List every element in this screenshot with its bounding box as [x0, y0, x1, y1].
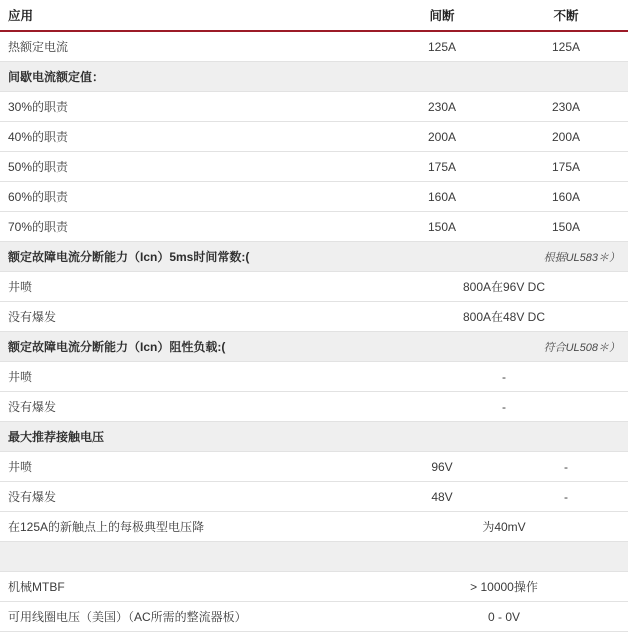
row-label: 40%的职责	[0, 122, 380, 152]
table-row	[0, 182, 628, 212]
row-label: 热额定电流	[0, 31, 380, 62]
row-value-b: -	[504, 482, 628, 512]
table-row	[0, 482, 628, 512]
row-value-a: 230A	[380, 92, 504, 122]
row-value-b: 160A	[504, 182, 628, 212]
header-col-b: 不断	[504, 0, 628, 31]
row-label: 50%的职责	[0, 152, 380, 182]
row-value-combined: 为40mV	[380, 512, 628, 542]
row-value-combined: -	[380, 362, 628, 392]
table-row	[0, 572, 628, 602]
header-application: 应用	[0, 0, 380, 31]
row-value-combined: -	[380, 392, 628, 422]
table-section-row	[0, 242, 628, 272]
row-label: 机械MTBF	[0, 572, 380, 602]
table-row	[0, 31, 628, 62]
table-row	[0, 512, 628, 542]
table-row	[0, 302, 628, 332]
row-value-combined: > 10000操作	[380, 572, 628, 602]
row-value-combined: 0 - 0V	[380, 602, 628, 632]
row-value-b: 230A	[504, 92, 628, 122]
section-standard-note: 符合UL508＊）	[380, 332, 628, 362]
table-row	[0, 122, 628, 152]
section-label: 额定故障电流分断能力（Icn）5ms时间常数:(	[0, 242, 380, 272]
table-row	[0, 362, 628, 392]
table-spacer-row	[0, 542, 628, 572]
row-label: 没有爆发	[0, 482, 380, 512]
row-value-a: 125A	[380, 31, 504, 62]
row-value-b: 200A	[504, 122, 628, 152]
row-value-a: 96V	[380, 452, 504, 482]
section-label: 间歇电流额定值：	[0, 62, 380, 92]
header-col-a: 间断	[380, 0, 504, 31]
section-standard-note	[380, 422, 628, 452]
row-value-a: 48V	[380, 482, 504, 512]
section-label: 最大推荐接触电压	[0, 422, 380, 452]
table-row	[0, 92, 628, 122]
table-row	[0, 602, 628, 632]
section-standard-note: 根据UL583＊）	[380, 242, 628, 272]
row-label: 30%的职责	[0, 92, 380, 122]
row-value-a: 175A	[380, 152, 504, 182]
row-label: 井喷	[0, 272, 380, 302]
table-row	[0, 392, 628, 422]
row-value-a: 150A	[380, 212, 504, 242]
row-label: 井喷	[0, 452, 380, 482]
row-label: 没有爆发	[0, 392, 380, 422]
table-row	[0, 212, 628, 242]
row-label: 60%的职责	[0, 182, 380, 212]
row-label: 可用线圈电压（美国）（AC所需的整流器板）	[0, 602, 380, 632]
row-value-b: 175A	[504, 152, 628, 182]
row-label: 70%的职责	[0, 212, 380, 242]
table-section-row	[0, 332, 628, 362]
row-value-a: 160A	[380, 182, 504, 212]
row-value-b: -	[504, 452, 628, 482]
row-value-combined: 800A在96V DC	[380, 272, 628, 302]
section-standard-note	[380, 62, 628, 92]
table-header-row	[0, 0, 628, 31]
table-section-row	[0, 422, 628, 452]
row-label: 在125A的新触点上的每极典型电压降	[0, 512, 380, 542]
row-label: 井喷	[0, 362, 380, 392]
row-value-combined: 800A在48V DC	[380, 302, 628, 332]
row-value-b: 150A	[504, 212, 628, 242]
table-row	[0, 152, 628, 182]
row-value-a: 200A	[380, 122, 504, 152]
table-section-row	[0, 62, 628, 92]
table-row	[0, 452, 628, 482]
row-label: 没有爆发	[0, 302, 380, 332]
section-label: 额定故障电流分断能力（Icn）阻性负载:(	[0, 332, 380, 362]
table-row	[0, 272, 628, 302]
row-value-b: 125A	[504, 31, 628, 62]
spacer-cell	[0, 542, 628, 572]
